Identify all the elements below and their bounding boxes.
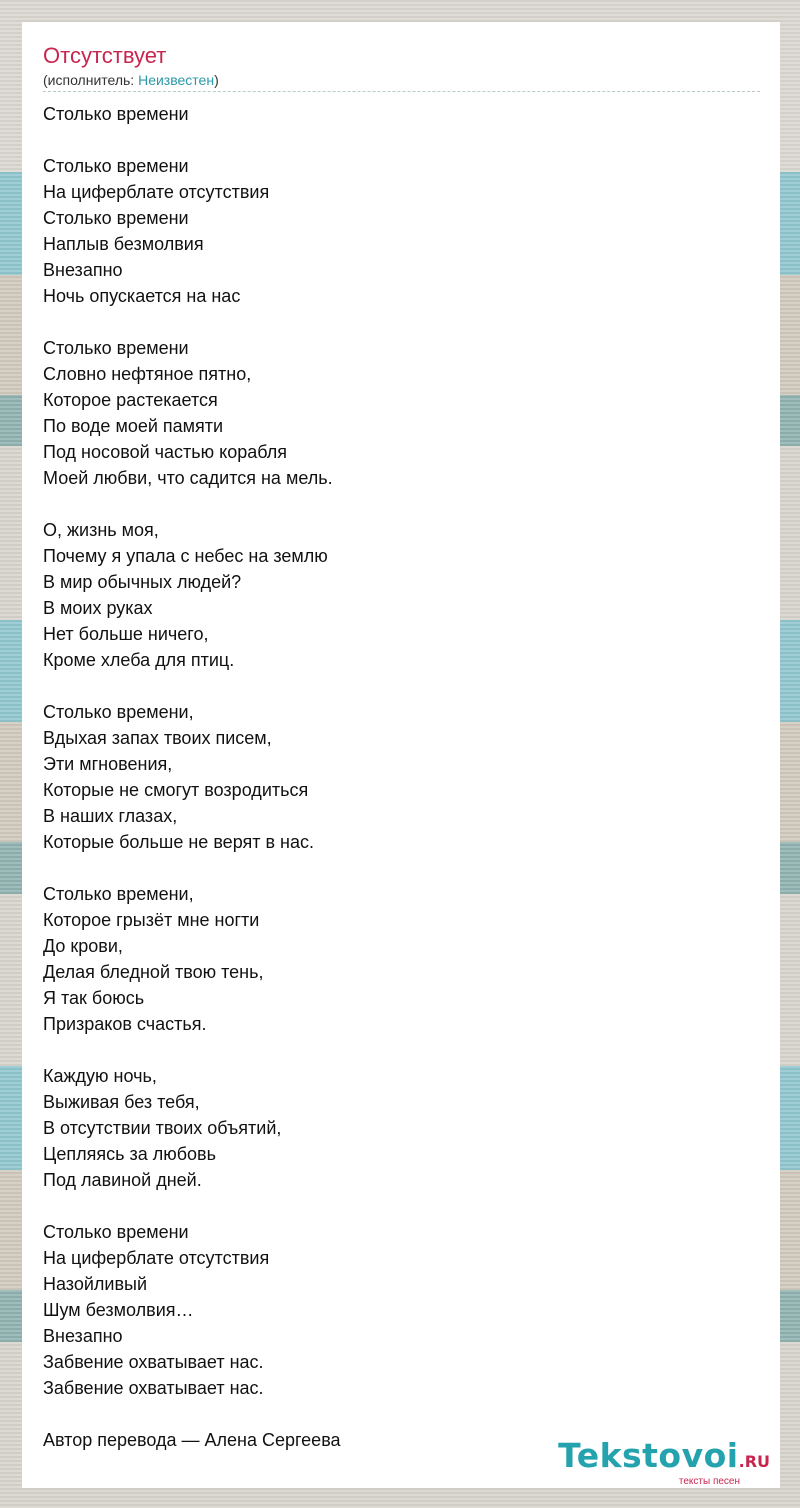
site-logo[interactable] bbox=[558, 1438, 770, 1488]
stanza-gap bbox=[43, 127, 760, 153]
lyric-line: Словно нефтяное пятно, bbox=[43, 364, 252, 384]
stanza-gap bbox=[43, 1401, 760, 1427]
lyric-line: Забвение охватывает нас. bbox=[43, 1352, 264, 1372]
lyric-line: Я так боюсь bbox=[43, 988, 145, 1008]
lyric-line: На циферблате отсутствия bbox=[43, 1248, 270, 1268]
lyric-line: Почему я упала с небес на землю bbox=[43, 546, 328, 566]
lyric-line: Внезапно bbox=[43, 1326, 123, 1346]
lyric-line: Столько времени bbox=[43, 104, 189, 124]
lyric-line: Призраков счастья. bbox=[43, 1014, 207, 1034]
lyric-line: Делая бледной твою тень, bbox=[43, 962, 264, 982]
stanza-gap bbox=[43, 1037, 760, 1063]
lyric-line: В отсутствии твоих объятий, bbox=[43, 1118, 282, 1138]
lyric-line: Столько времени, bbox=[43, 702, 194, 722]
stanza-gap bbox=[43, 855, 760, 881]
lyrics-text bbox=[43, 101, 760, 1453]
lyric-line: Нет больше ничего, bbox=[43, 624, 209, 644]
lyric-line: Под лавиной дней. bbox=[43, 1170, 202, 1190]
lyric-line: О, жизнь моя, bbox=[43, 520, 159, 540]
logo-tagline: тексты песен bbox=[678, 1476, 740, 1487]
logo-brand bbox=[558, 1438, 770, 1480]
lyric-line: Которые не смогут возродиться bbox=[43, 780, 309, 800]
lyric-line: В моих руках bbox=[43, 598, 153, 618]
lyric-line: Каждую ночь, bbox=[43, 1066, 157, 1086]
lyric-line: Внезапно bbox=[43, 260, 123, 280]
lyric-line: Забвение охватывает нас. bbox=[43, 1378, 264, 1398]
lyric-line: До крови, bbox=[43, 936, 123, 956]
lyric-line: Моей любви, что садится на мель. bbox=[43, 468, 333, 488]
lyric-line: Которые больше не верят в нас. bbox=[43, 832, 315, 852]
lyric-line: Цепляясь за любовь bbox=[43, 1144, 216, 1164]
lyric-line: Столько времени bbox=[43, 338, 189, 358]
lyric-line: Кроме хлеба для птиц. bbox=[43, 650, 235, 670]
lyric-line: Автор перевода — Алена Сергеева bbox=[43, 1430, 341, 1450]
stanza-gap bbox=[43, 491, 760, 517]
artist-suffix: ) bbox=[214, 72, 219, 88]
stanza-gap bbox=[43, 309, 760, 335]
lyric-line: Назойливый bbox=[43, 1274, 148, 1294]
lyric-line: Эти мгновения, bbox=[43, 754, 173, 774]
lyrics-card bbox=[22, 22, 780, 1488]
lyric-line: Которое растекается bbox=[43, 390, 218, 410]
logo-brand-text: Tekstovoi bbox=[558, 1436, 739, 1475]
lyric-line: По воде моей памяти bbox=[43, 416, 224, 436]
lyric-line: Вдыхая запах твоих писем, bbox=[43, 728, 272, 748]
lyric-line: На циферблате отсутствия bbox=[43, 182, 270, 202]
lyric-line: Столько времени, bbox=[43, 884, 194, 904]
lyric-line: В наших глазах, bbox=[43, 806, 178, 826]
lyric-line: Столько времени bbox=[43, 208, 189, 228]
lyric-line: Наплыв безмолвия bbox=[43, 234, 204, 254]
lyric-line: Шум безмолвия… bbox=[43, 1300, 194, 1320]
song-title: Отсутствует bbox=[43, 43, 167, 68]
artist-prefix: (исполнитель: bbox=[43, 72, 139, 88]
stanza-gap bbox=[43, 1193, 760, 1219]
logo-tld: .RU bbox=[738, 1452, 770, 1471]
lyric-line: Столько времени bbox=[43, 156, 189, 176]
lyric-line: Выживая без тебя, bbox=[43, 1092, 200, 1112]
lyric-line: Которое грызёт мне ногти bbox=[43, 910, 260, 930]
stanza-gap bbox=[43, 673, 760, 699]
lyric-line: Столько времени bbox=[43, 1222, 189, 1242]
lyric-line: Ночь опускается на нас bbox=[43, 286, 241, 306]
lyric-line: Под носовой частью корабля bbox=[43, 442, 288, 462]
lyric-line: В мир обычных людей? bbox=[43, 572, 242, 592]
artist-link[interactable]: Неизвестен bbox=[138, 72, 215, 88]
artist-line bbox=[43, 71, 760, 92]
